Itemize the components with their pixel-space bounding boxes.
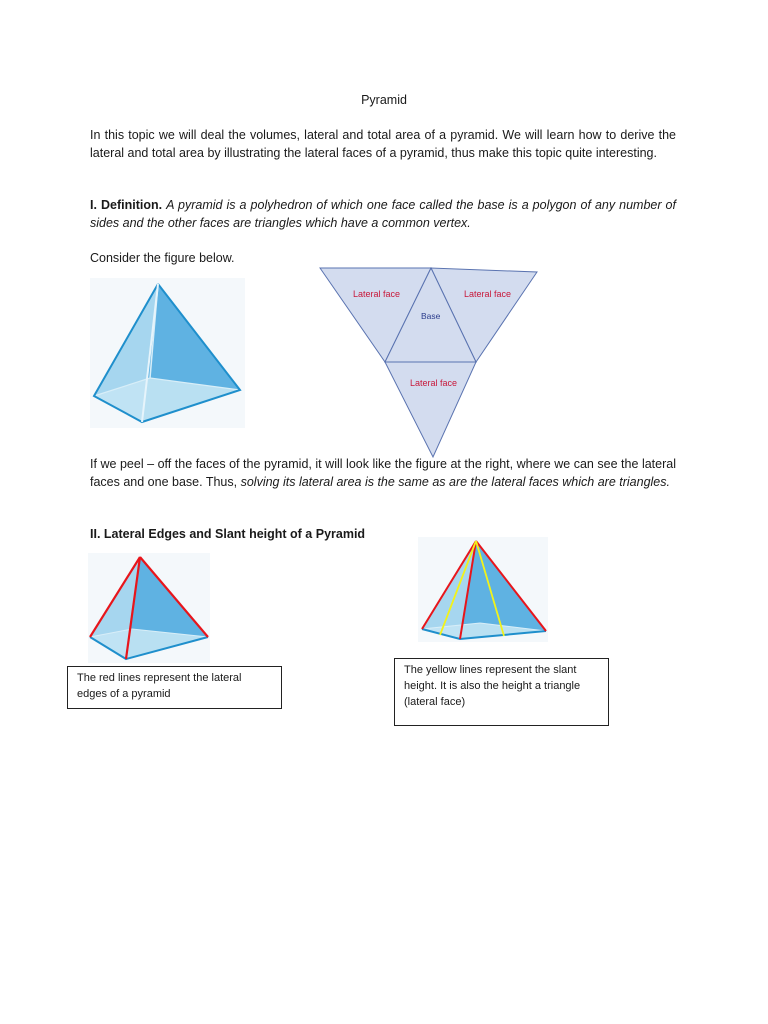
net-label-lateral-left: Lateral face <box>353 289 401 299</box>
caption-slant-height: The yellow lines represent the slant height. It is also the height a triangle (lateral face) <box>394 658 609 726</box>
caption-lateral-edges: The red lines represent the lateral edges of a pyramid <box>67 666 282 709</box>
net-label-lateral-bottom: Lateral face <box>410 378 458 388</box>
pyramid-net-figure <box>318 265 540 460</box>
definition-paragraph <box>90 197 676 232</box>
pyramid-figure <box>90 278 245 428</box>
section2-heading <box>90 526 676 544</box>
peel-italic-text: solving its lateral area is the same as are the lateral faces which are triangles. <box>240 474 670 489</box>
peel-paragraph <box>90 456 676 491</box>
peel-text: If we peel – off the faces of the pyramid, it will look like the figure at the right, where we can see the lateral faces and one base. Thus, <box>90 457 676 489</box>
net-label-lateral-right: Lateral face <box>464 289 512 299</box>
net-label-base: Base <box>421 311 441 321</box>
section2-heading-text: II. Lateral Edges and Slant height of a Pyramid <box>90 527 366 541</box>
consider-text: Consider the figure below. <box>90 251 235 265</box>
page-title: Pyramid <box>361 93 407 107</box>
intro-paragraph: In this topic we will deal the volumes, lateral and total area of a pyramid. We will learn how to derive the lateral and total area by illustrating the lateral faces of a pyramid, thus make this topic quite interesting. <box>90 128 676 160</box>
definition-heading: I. Definition. <box>90 198 163 212</box>
definition-text: A pyramid is a polyhedron of which one face called the base is a polygon of any number of sides and the other faces are triangles which have a common vertex. <box>90 198 676 230</box>
lateral-edges-figure <box>88 553 210 663</box>
slant-height-figure <box>418 537 548 642</box>
